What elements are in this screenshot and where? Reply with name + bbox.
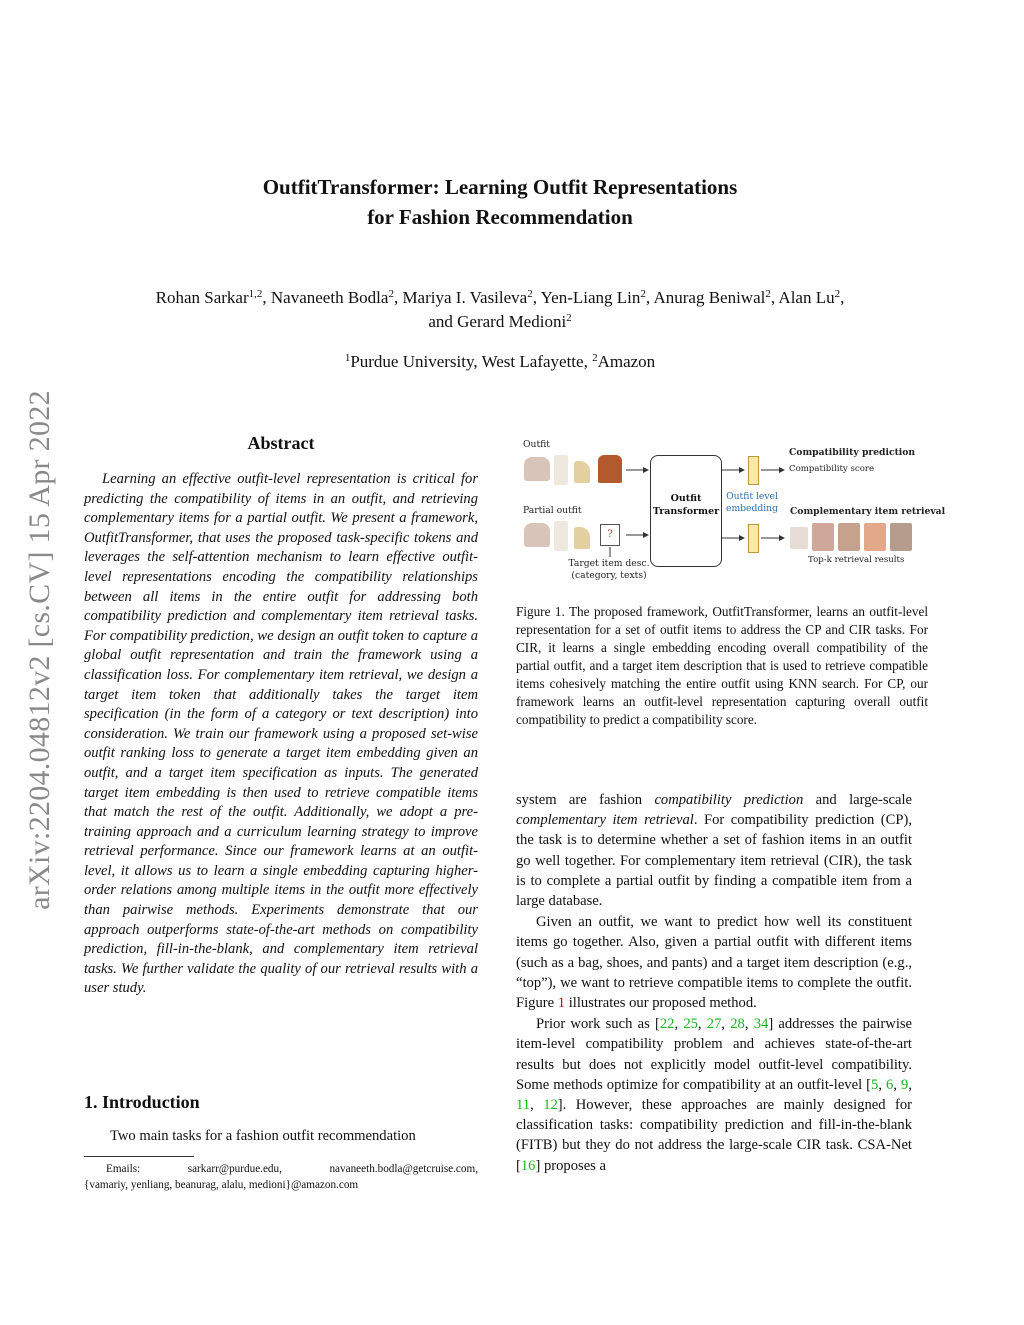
abstract-text: Learning an effective outfit-level representation is critical for predicting the compatibility of items in an outfit, and retrieving complementary items for a partial outfit. We present a framework, OutfitTransformer, that uses the proposed task-specific tokens and leverages the self-attention mechanism to learn effective outfit-level representations encoding the compatibility relationships between all items in the entire outfit for addressing both compatibility prediction and complementary item retrieval tasks. For compatibility prediction, we design an outfit token to capture a global outfit representation and train the framework using a classification loss. For complementary item retrieval, we design a target item token that additionally takes the target item specification (in the form of a category or text description) into consideration. We train our framework using a proposed set-wise outfit ranking loss to generate a target item embedding given an outfit, and a target item specification as inputs. The generated target item embedding is then used to retrieve compatible items that match the rest of the outfit. Additionally, we adopt a pre-training approach and a curriculum learning strategy to improve retrieval performance. Since our framework learns at an outfit-level, it allows us to learn a single embedding capturing higher-order relations among multiple items in the outfit more effectively than pairwise methods. Experiments demonstrate that our approach outperforms state-of-the-art methods on compatibility prediction, fill-in-the-blank, and complementary item retrieval tasks. We further validate the quality of our retrieval results with a user study. bbox=[84, 471, 478, 997]
author: Rohan Sarkar bbox=[155, 288, 249, 307]
citation-link[interactable]: 16 bbox=[520, 1157, 536, 1174]
citation-link[interactable]: 12 bbox=[543, 1097, 558, 1114]
citation-link[interactable]: 28 bbox=[730, 1016, 745, 1033]
transformer-label-line: Outfit bbox=[670, 493, 702, 504]
target-desc-line: Target item desc. bbox=[568, 558, 650, 569]
separator: , bbox=[530, 1097, 544, 1114]
outfit-transformer-box bbox=[650, 455, 722, 567]
separator: , bbox=[908, 1076, 912, 1093]
embedding-label-line: embedding bbox=[726, 503, 778, 514]
embedding-label-line: Outfit level bbox=[726, 491, 778, 502]
footnote-email: sarkarr@purdue.edu, bbox=[187, 1163, 282, 1175]
separator: , bbox=[744, 1016, 754, 1033]
fig-outfit-label: Outfit bbox=[523, 439, 550, 450]
intro-text: Two main tasks for a fashion outfit recommendation bbox=[110, 1128, 416, 1144]
retrieved-item-image bbox=[864, 523, 886, 551]
cir-subtitle: Top-k retrieval results bbox=[808, 555, 905, 565]
paper-title bbox=[0, 172, 1000, 232]
arxiv-id: arXiv:2204.04812v2 [cs.CV] 15 Apr 2022 bbox=[23, 390, 56, 910]
author-affil: 2 bbox=[640, 288, 646, 300]
text-run: illustrates our proposed method. bbox=[565, 995, 757, 1012]
retrieved-item-image bbox=[812, 523, 834, 551]
target-desc-line: (category, texts) bbox=[571, 570, 647, 581]
figure-1 bbox=[516, 435, 946, 585]
embedding-label bbox=[726, 491, 778, 515]
text-run: Given an outfit, we want to predict how well its constituent items go together. Also, given a partial outfit with different items (such as a bag, shoes, and pants) and a target item description (e.g., “top”), we want to retrieve compatible items to complete the outfit. Figure bbox=[516, 914, 912, 1012]
retrieved-item-image bbox=[790, 527, 808, 549]
footnote-email-line: {vamariy, yenliang, beanurag, alalu, medioni}@amazon.com bbox=[84, 1179, 359, 1191]
citation-link[interactable]: 9 bbox=[901, 1076, 909, 1093]
affiliation: Amazon bbox=[597, 352, 656, 371]
figure-caption: Figure 1. The proposed framework, OutfitTransformer, learns an outfit-level representation for a set of outfit items to address the CP and CIR tasks. For CIR, it learns a single embedding encoding overall compatibility of the partial outfit, and a target item description that is used to retrieve compatible items cohesively matching the entire outfit using KNN search. For CP, our framework learns an outfit-level representation capturing overall outfit compatibility to predict a compatibility score. bbox=[516, 604, 928, 727]
separator: , bbox=[697, 1016, 707, 1033]
cp-subtitle: Compatibility score bbox=[789, 464, 875, 474]
citation-link[interactable]: 11 bbox=[516, 1097, 531, 1114]
author-affil: 2 bbox=[388, 288, 394, 300]
retrieved-item-image bbox=[838, 523, 860, 551]
paragraph bbox=[516, 790, 912, 911]
text-run: . For compatibility prediction (CP), the task is to determine whether a set of fashion items in an outfit go well together. For complementary item retrieval (CIR), the task is to complete a partial outfit by finding a compatible item from a large database. bbox=[516, 812, 912, 910]
missing-item-box: ? bbox=[600, 524, 620, 546]
author: and Gerard Medioni bbox=[428, 312, 567, 331]
retrieved-item-image bbox=[890, 523, 912, 551]
embedding-block bbox=[748, 524, 759, 553]
author-affil: 2 bbox=[765, 288, 771, 300]
footnote-email: navaneeth.bodla@getcruise.com, bbox=[329, 1163, 478, 1175]
citation-link[interactable]: 27 bbox=[706, 1016, 722, 1033]
text-run: Prior work such as [ bbox=[536, 1016, 660, 1033]
citation-link[interactable]: 5 bbox=[871, 1076, 879, 1093]
text-run: ] proposes a bbox=[535, 1157, 606, 1174]
title-line-1: OutfitTransformer: Learning Outfit Representations bbox=[262, 175, 738, 199]
author: Yen-Liang Lin bbox=[540, 288, 641, 307]
citation-link[interactable]: 34 bbox=[753, 1016, 769, 1033]
separator: , bbox=[893, 1076, 902, 1093]
author-list: Rohan Sarkar$^{1,2}$, Navaneeth Bodla$^2$, Mariya I. Vasileva$^2$, Yen-Liang Lin$^2$, Anurag Beniwal$^2$, Alan Lu$^2$, and Gerard Medioni$^2$ bbox=[155, 288, 845, 331]
transformer-label bbox=[651, 492, 721, 518]
footnote-label: Emails: bbox=[106, 1163, 141, 1175]
separator: , bbox=[878, 1076, 887, 1093]
text-run: and large-scale bbox=[803, 792, 913, 808]
abstract-heading: Abstract bbox=[247, 433, 315, 453]
figure-ref-link[interactable]: 1 bbox=[557, 995, 566, 1012]
text-run: ]. However, these approaches are mainly designed for classification tasks: compatibility prediction and fill-in-the-blank (FITB) but they do not address the large-scale CIR task. CSA-Net [ bbox=[516, 1097, 912, 1174]
author-affil: 2 bbox=[834, 288, 841, 300]
fig-partial-label: Partial outfit bbox=[523, 505, 582, 516]
separator: , bbox=[721, 1016, 731, 1033]
citation-link[interactable]: 25 bbox=[683, 1016, 698, 1033]
embedding-block bbox=[748, 456, 759, 485]
author: Mariya I. Vasileva bbox=[402, 288, 528, 307]
intro-continued bbox=[516, 790, 912, 1176]
text-run: system are fashion bbox=[516, 792, 655, 808]
author: Anurag Beniwal bbox=[653, 288, 766, 307]
affil-marker: 1 bbox=[344, 352, 351, 364]
citation-link[interactable]: 22 bbox=[659, 1016, 675, 1033]
footnote-rule bbox=[84, 1156, 194, 1157]
separator: , bbox=[674, 1016, 684, 1033]
paragraph bbox=[516, 1014, 912, 1176]
cp-title: Compatibility prediction bbox=[789, 447, 916, 458]
title-line-2: for Fashion Recommendation bbox=[367, 205, 633, 229]
affil-marker: 2 bbox=[592, 352, 598, 364]
intro-heading: 1. Introduction bbox=[84, 1092, 200, 1112]
transformer-label-line: Transformer bbox=[652, 506, 720, 517]
affiliations bbox=[60, 350, 940, 374]
author: Alan Lu bbox=[778, 288, 835, 307]
author: Navaneeth Bodla bbox=[270, 288, 389, 307]
text-run: ] addresses the pairwise item-level compatibility problem and achieves state-of-the-art results but does not explicitly model outfit-level compatibility. Some methods optimize for compatibility at an outfit-level [ bbox=[516, 1016, 913, 1093]
emphasis: complementary item retrieval bbox=[516, 812, 694, 829]
author-affil: 2 bbox=[566, 312, 572, 324]
author-affil: 2 bbox=[527, 288, 533, 300]
citation-link[interactable]: 6 bbox=[886, 1076, 894, 1093]
cir-title: Complementary item retrieval bbox=[790, 506, 946, 517]
footnote bbox=[84, 1161, 478, 1193]
author-affil: 1,2 bbox=[248, 288, 263, 300]
emphasis: compatibility prediction bbox=[654, 792, 804, 808]
affiliation: Purdue University, West Lafayette, bbox=[350, 352, 593, 371]
paragraph bbox=[516, 912, 912, 1013]
